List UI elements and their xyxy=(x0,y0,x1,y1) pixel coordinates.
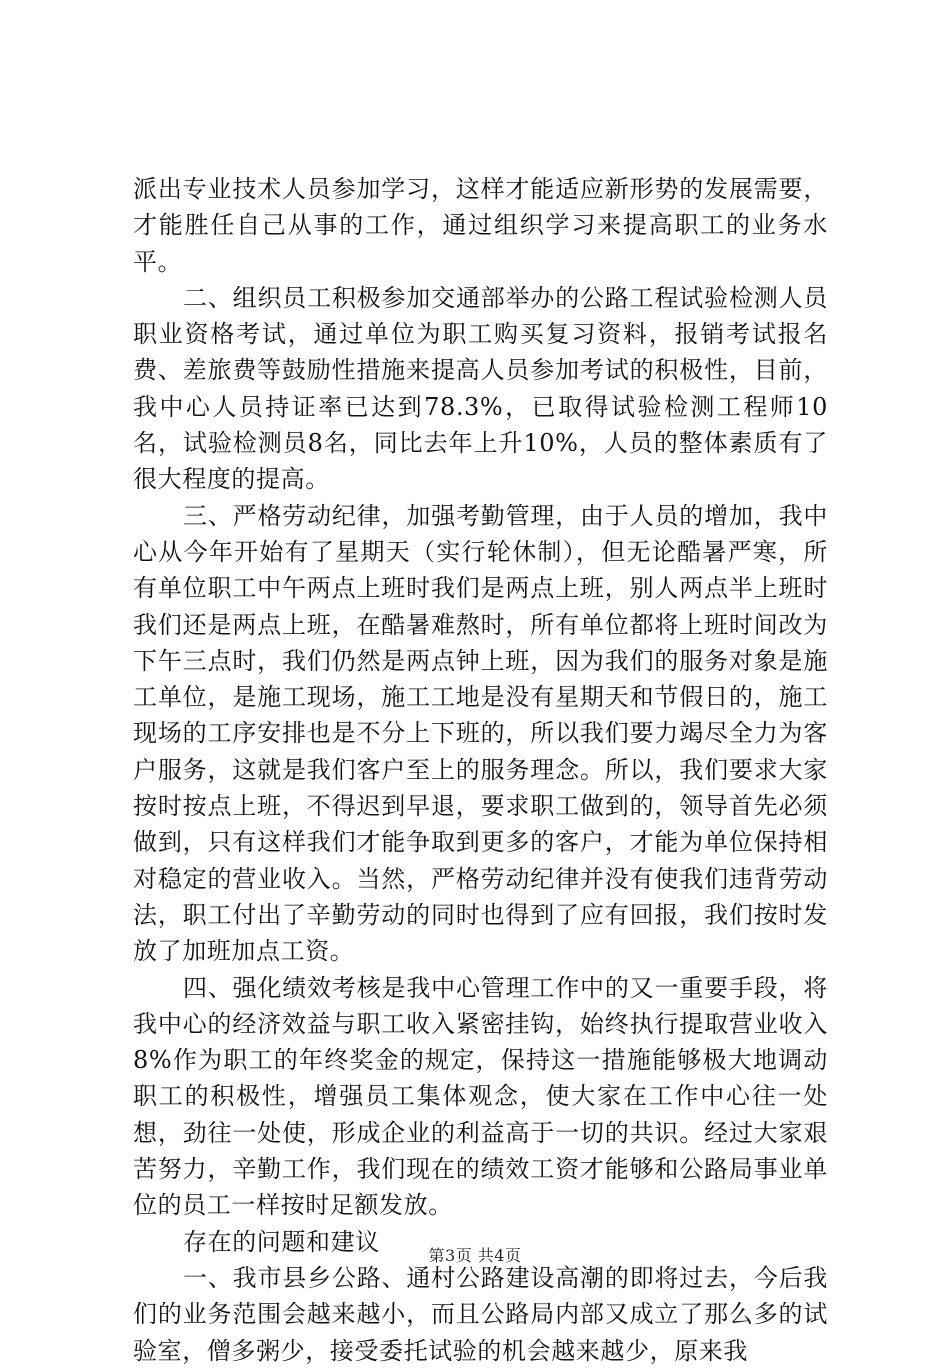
paragraph-item-2: 二、组织员工积极参加交通部举办的公路工程试验检测人员职业资格考试，通过单位为职工购买复习资料，报销考试报名费、差旅费等鼓励性措施来提高人员参加考试的积极性，目前，我中心人员持证率已达到78.3%，已取得试验检测工程师10名，试验检测员8名，同比去年上升10%，人员的整体素质有了很大程度的提高。 xyxy=(133,283,828,494)
page-footer: 第3页 共4页 xyxy=(428,1246,522,1265)
paragraph-problem-1: 一、我市县乡公路、通村公路建设高潮的即将过去，今后我们的业务范围会越来越小，而且公路局内部又成立了那么多的试验室，僧多粥少，接受委托试验的机会越来越少，原来我 xyxy=(133,1263,828,1365)
section-heading-problems: 存在的问题和建议 xyxy=(183,1227,380,1256)
paragraph-item-4: 四、强化绩效考核是我中心管理工作中的又一重要手段，将我中心的经济效益与职工收入紧密挂钩，始终执行提取营业收入8%作为职工的年终奖金的规定，保持这一措施能够极大地调动职工的积极性，增强员工集体观念，使大家在工作中心往一处想，劲往一处使，形成企业的利益高于一切的共识。经过大家艰苦努力，辛勤工作，我们现在的绩效工资才能够和公路局事业单位的员工一样按时足额发放。 xyxy=(133,973,828,1220)
paragraph-item-3: 三、严格劳动纪律，加强考勤管理，由于人员的增加，我中心从今年开始有了星期天（实行轮休制），但无论酷暑严寒，所有单位职工中午两点上班时我们是两点上班，别人两点半上班时我们还是两点上班，在酷暑难熬时，所有单位都将上班时间改为下午三点时，我们仍然是两点钟上班，因为我们的服务对象是施工单位，是施工现场，施工工地是没有星期天和节假日的，施工现场的工序安排也是不分上下班的，所以我们要力竭尽全力为客户服务，这就是我们客户至上的服务理念。所以，我们要求大家按时按点上班，不得迟到早退，要求职工做到的，领导首先必须做到，只有这样我们才能争取到更多的客户，才能为单位保持相对稳定的营业收入。当然，严格劳动纪律并没有使我们违背劳动法，职工付出了辛勤劳动的同时也得到了应有回报，我们按时发放了加班加点工资。 xyxy=(133,501,828,966)
document-body xyxy=(133,171,828,1369)
paragraph-continuation: 派出专业技术人员参加学习，这样才能适应新形势的发展需要，才能胜任自己从事的工作，通过组织学习来提高职工的业务水平。 xyxy=(133,175,828,276)
